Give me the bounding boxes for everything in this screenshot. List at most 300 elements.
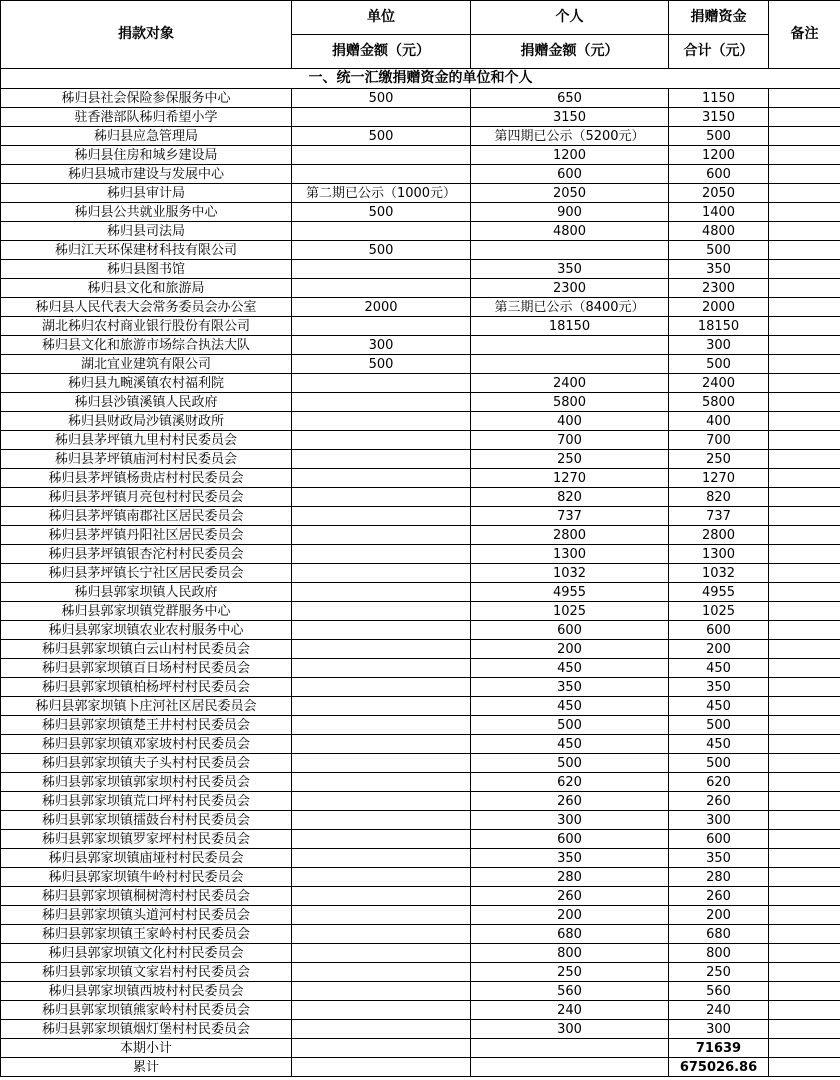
cell-unit-amount	[292, 526, 471, 545]
cell-total: 300	[669, 811, 769, 830]
cell-total: 1200	[669, 146, 769, 165]
cell-note	[769, 279, 840, 298]
cell-person-amount: 260	[471, 792, 669, 811]
cell-note	[769, 222, 840, 241]
cell-person-amount: 300	[471, 1020, 669, 1039]
cell-target: 秭归县社会保险参保服务中心	[1, 89, 292, 108]
cell-unit-amount	[292, 1039, 471, 1058]
cell-note	[769, 374, 840, 393]
subtotal-label: 本期小计	[1, 1039, 292, 1058]
cell-person-amount: 2050	[471, 184, 669, 203]
cell-total: 1300	[669, 545, 769, 564]
table-row	[1, 526, 840, 545]
cell-unit-amount: 500	[292, 127, 471, 146]
cell-target: 秭归县住房和城乡建设局	[1, 146, 292, 165]
cell-target: 秭归县郭家坝镇王家岭村村民委员会	[1, 925, 292, 944]
table-row	[1, 488, 840, 507]
table-row	[1, 336, 840, 355]
cell-total: 350	[669, 849, 769, 868]
cell-note	[769, 545, 840, 564]
cell-note	[769, 811, 840, 830]
cumulative-label: 累计	[1, 1058, 292, 1077]
cell-target: 秭归县茅坪镇南郡社区居民委员会	[1, 507, 292, 526]
cell-target: 秭归县九畹溪镇农村福利院	[1, 374, 292, 393]
cell-note	[769, 887, 840, 906]
cell-unit-amount	[292, 1001, 471, 1020]
cell-person-amount: 680	[471, 925, 669, 944]
cell-total: 260	[669, 887, 769, 906]
cell-note	[769, 317, 840, 336]
cell-unit-amount: 300	[292, 336, 471, 355]
table-row	[1, 507, 840, 526]
cell-target: 秭归县郭家坝镇荒口坪村村民委员会	[1, 792, 292, 811]
cell-target: 秭归县茅坪镇九里村村民委员会	[1, 431, 292, 450]
cell-unit-amount	[292, 222, 471, 241]
cell-total: 250	[669, 963, 769, 982]
cell-unit-amount	[292, 944, 471, 963]
cell-person-amount: 1025	[471, 602, 669, 621]
cell-unit-amount	[292, 450, 471, 469]
cell-target: 秭归县公共就业服务中心	[1, 203, 292, 222]
cell-unit-amount	[292, 393, 471, 412]
table-row	[1, 260, 840, 279]
cell-note	[769, 241, 840, 260]
cell-person-amount	[471, 241, 669, 260]
cell-person-amount	[471, 1039, 669, 1058]
cell-total: 500	[669, 241, 769, 260]
table-row	[1, 811, 840, 830]
cell-note	[769, 450, 840, 469]
cell-person-amount: 260	[471, 887, 669, 906]
cell-total: 350	[669, 678, 769, 697]
cell-note	[769, 184, 840, 203]
table-row	[1, 830, 840, 849]
cell-note	[769, 526, 840, 545]
table-row	[1, 1020, 840, 1039]
cell-target: 秭归县茅坪镇月亮包村村民委员会	[1, 488, 292, 507]
cell-target: 秭归县郭家坝镇柏杨坪村村民委员会	[1, 678, 292, 697]
cell-total: 1270	[669, 469, 769, 488]
cell-note	[769, 830, 840, 849]
table-row	[1, 982, 840, 1001]
cell-total: 560	[669, 982, 769, 1001]
cell-unit-amount	[292, 811, 471, 830]
cell-unit-amount	[292, 602, 471, 621]
table-row	[1, 1001, 840, 1020]
cell-unit-amount	[292, 260, 471, 279]
cell-total: 200	[669, 906, 769, 925]
cell-target: 秭归县郭家坝镇百日场村村民委员会	[1, 659, 292, 678]
cell-unit-amount	[292, 564, 471, 583]
cell-person-amount: 240	[471, 1001, 669, 1020]
table-row	[1, 241, 840, 260]
cell-note	[769, 602, 840, 621]
header-unit: 单位	[292, 1, 471, 35]
header-person-sub: 捐赠金额（元）	[471, 35, 669, 69]
cell-person-amount: 1300	[471, 545, 669, 564]
cell-person-amount: 737	[471, 507, 669, 526]
cell-total: 620	[669, 773, 769, 792]
cell-unit-amount	[292, 735, 471, 754]
cell-note	[769, 868, 840, 887]
cell-person-amount: 600	[471, 165, 669, 184]
cell-person-amount	[471, 336, 669, 355]
cell-total: 2400	[669, 374, 769, 393]
cell-unit-amount	[292, 868, 471, 887]
table-row	[1, 716, 840, 735]
cell-person-amount: 2800	[471, 526, 669, 545]
table-row	[1, 640, 840, 659]
table-row	[1, 222, 840, 241]
cell-total: 350	[669, 260, 769, 279]
cell-unit-amount: 2000	[292, 298, 471, 317]
cell-person-amount	[471, 1058, 669, 1077]
cell-total: 500	[669, 754, 769, 773]
cell-unit-amount	[292, 146, 471, 165]
cell-person-amount: 350	[471, 678, 669, 697]
cell-note	[769, 469, 840, 488]
subtotal-row	[1, 1039, 840, 1058]
cell-person-amount: 500	[471, 716, 669, 735]
cell-note	[769, 393, 840, 412]
cell-total: 500	[669, 716, 769, 735]
cell-person-amount: 第四期已公示（5200元）	[471, 127, 669, 146]
cell-target: 秭归江天环保建材科技有限公司	[1, 241, 292, 260]
cell-note	[769, 298, 840, 317]
header-note: 备注	[769, 1, 840, 69]
cell-note	[769, 849, 840, 868]
cell-unit-amount	[292, 374, 471, 393]
table-row	[1, 89, 840, 108]
cell-target: 秭归县郭家坝镇卜庄河社区居民委员会	[1, 697, 292, 716]
cell-person-amount: 2300	[471, 279, 669, 298]
table-row	[1, 906, 840, 925]
table-row	[1, 944, 840, 963]
subtotal-value: 71639	[669, 1039, 769, 1058]
cell-target: 秭归县郭家坝镇庙垭村村民委员会	[1, 849, 292, 868]
cell-total: 2000	[669, 298, 769, 317]
table-row	[1, 659, 840, 678]
cell-target: 秭归县郭家坝镇人民政府	[1, 583, 292, 602]
cell-total: 680	[669, 925, 769, 944]
cell-note	[769, 1001, 840, 1020]
table-row	[1, 184, 840, 203]
cell-note	[769, 1058, 840, 1077]
table-row	[1, 545, 840, 564]
cell-unit-amount	[292, 507, 471, 526]
table-row	[1, 108, 840, 127]
cell-unit-amount: 500	[292, 355, 471, 374]
cell-person-amount: 2400	[471, 374, 669, 393]
table-row	[1, 317, 840, 336]
header-row-1	[1, 1, 840, 35]
cell-unit-amount	[292, 716, 471, 735]
cell-total: 737	[669, 507, 769, 526]
cell-note	[769, 108, 840, 127]
cell-target: 秭归县文化和旅游市场综合执法大队	[1, 336, 292, 355]
cell-target: 秭归县郭家坝镇邓家坡村村民委员会	[1, 735, 292, 754]
cell-unit-amount	[292, 887, 471, 906]
cell-unit-amount	[292, 678, 471, 697]
table-row	[1, 925, 840, 944]
table-row	[1, 583, 840, 602]
section-title: 一、统一汇缴捐赠资金的单位和个人	[1, 69, 840, 89]
cumulative-row	[1, 1058, 840, 1077]
cell-note	[769, 336, 840, 355]
cell-target: 秭归县郭家坝镇文家岩村村民委员会	[1, 963, 292, 982]
cell-person-amount: 4800	[471, 222, 669, 241]
cell-total: 820	[669, 488, 769, 507]
cell-person-amount: 250	[471, 963, 669, 982]
table-row	[1, 564, 840, 583]
table-row	[1, 450, 840, 469]
cell-unit-amount	[292, 906, 471, 925]
cell-target: 秭归县郭家坝镇郭家坝村村民委员会	[1, 773, 292, 792]
cell-unit-amount	[292, 583, 471, 602]
cell-note	[769, 203, 840, 222]
cell-unit-amount	[292, 279, 471, 298]
table-row	[1, 393, 840, 412]
cell-total: 600	[669, 165, 769, 184]
cell-target: 秭归县郭家坝镇文化村村民委员会	[1, 944, 292, 963]
table-row	[1, 792, 840, 811]
cell-total: 1025	[669, 602, 769, 621]
cell-target: 秭归县茅坪镇庙河村村民委员会	[1, 450, 292, 469]
header-person: 个人	[471, 1, 669, 35]
cell-person-amount: 820	[471, 488, 669, 507]
cell-note	[769, 355, 840, 374]
cell-target: 秭归县图书馆	[1, 260, 292, 279]
cell-person-amount: 400	[471, 412, 669, 431]
cell-note	[769, 260, 840, 279]
cell-total: 500	[669, 127, 769, 146]
cell-note	[769, 146, 840, 165]
cell-person-amount: 500	[471, 754, 669, 773]
cell-unit-amount	[292, 849, 471, 868]
cell-note	[769, 621, 840, 640]
cell-target: 秭归县郭家坝镇西坡村村民委员会	[1, 982, 292, 1001]
cell-person-amount: 450	[471, 735, 669, 754]
cell-person-amount: 18150	[471, 317, 669, 336]
cell-person-amount: 3150	[471, 108, 669, 127]
header-unit-sub: 捐赠金额（元）	[292, 35, 471, 69]
cell-unit-amount	[292, 982, 471, 1001]
cell-total: 260	[669, 792, 769, 811]
cell-target: 秭归县审计局	[1, 184, 292, 203]
cell-person-amount: 200	[471, 640, 669, 659]
cell-target: 秭归县城市建设与发展中心	[1, 165, 292, 184]
cell-note	[769, 963, 840, 982]
cell-total: 5800	[669, 393, 769, 412]
table-row	[1, 963, 840, 982]
cell-person-amount: 280	[471, 868, 669, 887]
cell-note	[769, 412, 840, 431]
cell-person-amount: 450	[471, 697, 669, 716]
cell-person-amount: 560	[471, 982, 669, 1001]
cell-target: 秭归县茅坪镇杨贵店村村民委员会	[1, 469, 292, 488]
cell-total: 450	[669, 735, 769, 754]
cell-total: 200	[669, 640, 769, 659]
table-row	[1, 773, 840, 792]
table-row	[1, 697, 840, 716]
cell-note	[769, 165, 840, 184]
cell-target: 秭归县应急管理局	[1, 127, 292, 146]
cell-unit-amount	[292, 1058, 471, 1077]
table-row	[1, 146, 840, 165]
cell-unit-amount	[292, 773, 471, 792]
cell-total: 4800	[669, 222, 769, 241]
cell-target: 秭归县郭家坝镇白云山村村民委员会	[1, 640, 292, 659]
cell-person-amount: 200	[471, 906, 669, 925]
cell-person-amount: 700	[471, 431, 669, 450]
cell-person-amount: 350	[471, 260, 669, 279]
cell-unit-amount	[292, 165, 471, 184]
table-row	[1, 849, 840, 868]
table-row	[1, 469, 840, 488]
table-row	[1, 298, 840, 317]
cell-note	[769, 89, 840, 108]
cell-person-amount	[471, 355, 669, 374]
cell-unit-amount	[292, 545, 471, 564]
header-total: 捐赠资金	[669, 1, 769, 35]
cell-unit-amount	[292, 659, 471, 678]
table-row	[1, 355, 840, 374]
cell-note	[769, 735, 840, 754]
cell-person-amount: 350	[471, 849, 669, 868]
cell-target: 秭归县郭家坝镇烟灯堡村村民委员会	[1, 1020, 292, 1039]
cell-note	[769, 906, 840, 925]
cell-note	[769, 127, 840, 146]
cell-unit-amount	[292, 621, 471, 640]
cell-target: 秭归县文化和旅游局	[1, 279, 292, 298]
cell-target: 湖北秭归农村商业银行股份有限公司	[1, 317, 292, 336]
cell-total: 2050	[669, 184, 769, 203]
cell-target: 秭归县郭家坝镇夫子头村村民委员会	[1, 754, 292, 773]
cell-unit-amount	[292, 754, 471, 773]
cell-total: 500	[669, 355, 769, 374]
table-row	[1, 412, 840, 431]
cell-total: 450	[669, 697, 769, 716]
cell-unit-amount: 500	[292, 203, 471, 222]
cell-note	[769, 1039, 840, 1058]
cell-note	[769, 982, 840, 1001]
cell-total: 240	[669, 1001, 769, 1020]
cell-unit-amount	[292, 963, 471, 982]
cell-target: 秭归县人民代表大会常务委员会办公室	[1, 298, 292, 317]
cell-target: 秭归县郭家坝镇桐树湾村村民委员会	[1, 887, 292, 906]
cell-total: 250	[669, 450, 769, 469]
cell-person-amount: 900	[471, 203, 669, 222]
cell-target: 秭归县郭家坝镇头道河村村民委员会	[1, 906, 292, 925]
cell-unit-amount	[292, 792, 471, 811]
cell-note	[769, 431, 840, 450]
cell-person-amount: 600	[471, 830, 669, 849]
cell-total: 1150	[669, 89, 769, 108]
table-row	[1, 754, 840, 773]
cell-unit-amount: 第二期已公示（1000元）	[292, 184, 471, 203]
cell-total: 300	[669, 1020, 769, 1039]
header-target: 捐款对象	[1, 1, 292, 69]
cell-person-amount: 第三期已公示（8400元）	[471, 298, 669, 317]
cell-target: 秭归县郭家坝镇楚王井村村民委员会	[1, 716, 292, 735]
table-row	[1, 203, 840, 222]
cell-target: 湖北宜业建筑有限公司	[1, 355, 292, 374]
cell-unit-amount	[292, 697, 471, 716]
cell-note	[769, 1020, 840, 1039]
cell-total: 18150	[669, 317, 769, 336]
cell-note	[769, 792, 840, 811]
cell-target: 秭归县财政局沙镇溪财政所	[1, 412, 292, 431]
cell-note	[769, 944, 840, 963]
table-row	[1, 431, 840, 450]
cell-unit-amount	[292, 108, 471, 127]
cell-unit-amount	[292, 412, 471, 431]
table-row	[1, 678, 840, 697]
table-row	[1, 279, 840, 298]
cell-person-amount: 450	[471, 659, 669, 678]
cell-total: 300	[669, 336, 769, 355]
cell-total: 600	[669, 621, 769, 640]
cell-target: 秭归县郭家坝镇熊家岭村村民委员会	[1, 1001, 292, 1020]
cell-unit-amount	[292, 640, 471, 659]
cell-note	[769, 773, 840, 792]
cell-note	[769, 716, 840, 735]
cell-note	[769, 925, 840, 944]
cell-total: 700	[669, 431, 769, 450]
cell-note	[769, 507, 840, 526]
cell-note	[769, 659, 840, 678]
cell-unit-amount	[292, 317, 471, 336]
cell-target: 秭归县郭家坝镇擂鼓台村村民委员会	[1, 811, 292, 830]
cell-total: 800	[669, 944, 769, 963]
cumulative-value: 675026.86	[669, 1058, 769, 1077]
cell-total: 400	[669, 412, 769, 431]
table-row	[1, 602, 840, 621]
cell-person-amount: 1200	[471, 146, 669, 165]
cell-target: 驻香港部队秭归希望小学	[1, 108, 292, 127]
cell-person-amount: 650	[471, 89, 669, 108]
table-row	[1, 868, 840, 887]
cell-target: 秭归县郭家坝镇党群服务中心	[1, 602, 292, 621]
cell-target: 秭归县郭家坝镇农业农村服务中心	[1, 621, 292, 640]
cell-total: 3150	[669, 108, 769, 127]
cell-total: 280	[669, 868, 769, 887]
cell-note	[769, 583, 840, 602]
cell-unit-amount: 500	[292, 241, 471, 260]
header-total-sub: 合计（元）	[669, 35, 769, 69]
cell-unit-amount	[292, 830, 471, 849]
cell-person-amount: 800	[471, 944, 669, 963]
cell-total: 450	[669, 659, 769, 678]
cell-total: 2300	[669, 279, 769, 298]
cell-person-amount: 620	[471, 773, 669, 792]
cell-unit-amount	[292, 1020, 471, 1039]
cell-unit-amount	[292, 488, 471, 507]
cell-person-amount: 1032	[471, 564, 669, 583]
table-row	[1, 735, 840, 754]
cell-person-amount: 5800	[471, 393, 669, 412]
cell-person-amount: 300	[471, 811, 669, 830]
cell-total: 1400	[669, 203, 769, 222]
cell-unit-amount	[292, 469, 471, 488]
cell-note	[769, 678, 840, 697]
cell-target: 秭归县茅坪镇长宁社区居民委员会	[1, 564, 292, 583]
cell-target: 秭归县司法局	[1, 222, 292, 241]
cell-note	[769, 488, 840, 507]
cell-total: 1032	[669, 564, 769, 583]
cell-unit-amount: 500	[292, 89, 471, 108]
section-row	[1, 69, 840, 89]
